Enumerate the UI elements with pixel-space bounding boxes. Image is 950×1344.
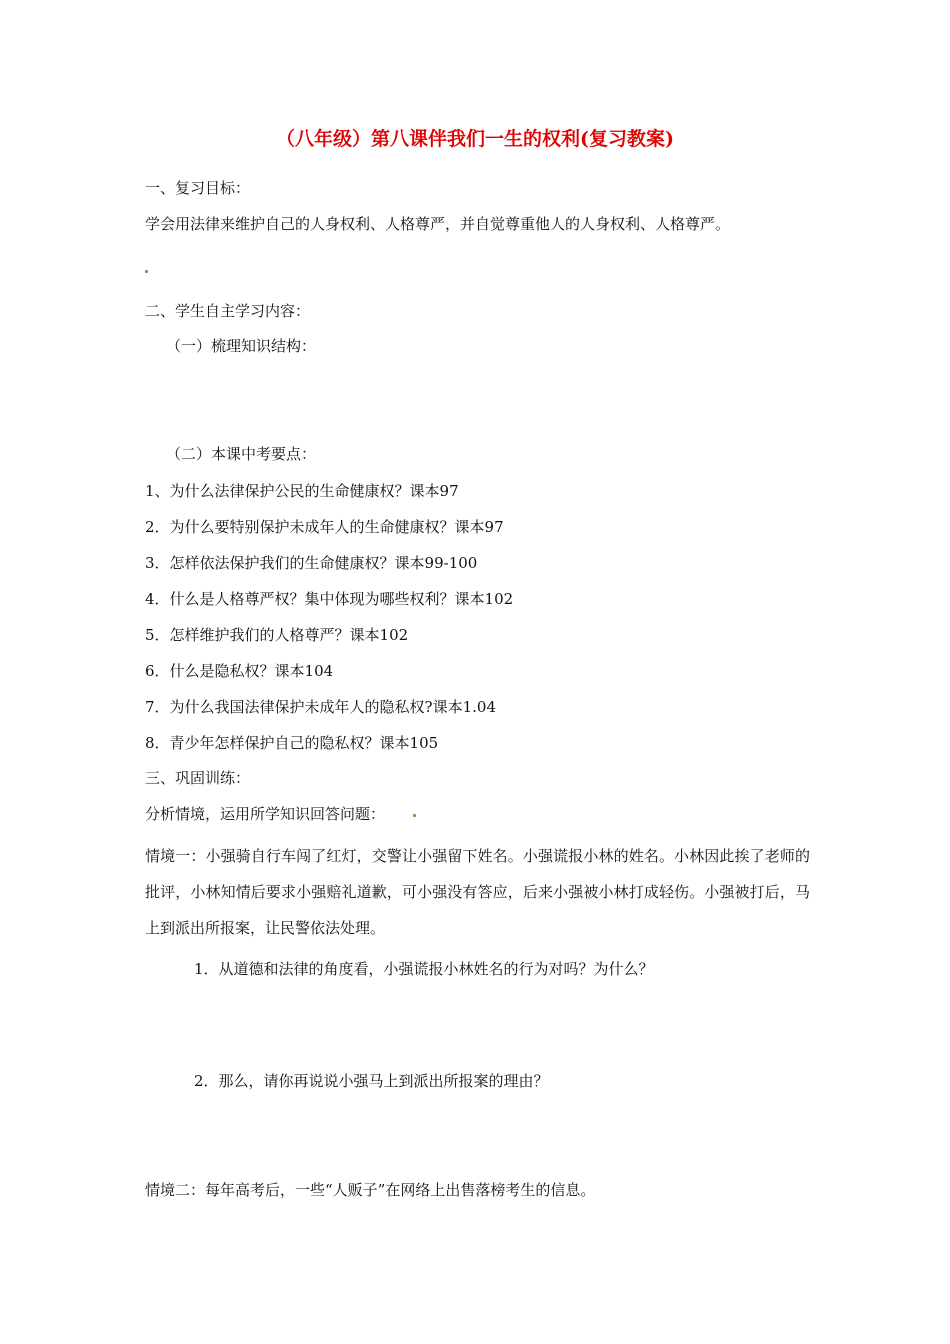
speck-mark	[413, 814, 416, 817]
review-goal-text: 学会用法律来维护自己的人身权利、人格尊严，并自觉尊重他人的人身权利、人格尊严。	[145, 215, 731, 233]
speck-mark	[145, 270, 148, 273]
exam-point-item: 4．什么是人格尊严权？集中体现为哪些权利？课本102	[145, 590, 514, 608]
scenario-one: 情境一：小强骑自行车闯了红灯，交警让小强留下姓名。小强谎报小林的姓名。小林因此挨了老师的批评，小林知情后要求小强赔礼道歉，可小强没有答应，后来小强被小林打成轻伤。小强被打后，马上到派出所报案，让民警依法处理。	[145, 847, 810, 937]
page-title: （八年级）第八课伴我们一生的权利(复习教案)	[276, 128, 674, 150]
review-goal-heading: 一、复习目标：	[145, 179, 251, 197]
exam-point-item: 3．怎样依法保护我们的生命健康权？课本99-100	[145, 554, 478, 572]
exam-point-item: 1、为什么法律保护公民的生命健康权？课本97	[145, 482, 459, 500]
exam-points-heading: （二）本课中考要点：	[166, 445, 317, 463]
exam-point-item: 8．青少年怎样保护自己的隐私权？课本105	[145, 734, 439, 752]
self-study-heading: 二、学生自主学习内容：	[145, 302, 311, 320]
practice-intro: 分析情境，运用所学知识回答问题：	[145, 805, 386, 823]
scenario-two: 情境二：每年高考后，一些“人贩子”在网络上出售落榜考生的信息。	[145, 1181, 596, 1199]
knowledge-structure-heading: （一）梳理知识结构：	[166, 337, 317, 355]
exam-point-item: 5．怎样维护我们的人格尊严？课本102	[145, 626, 409, 644]
exam-point-item: 2．为什么要特别保护未成年人的生命健康权？课本97	[145, 518, 504, 536]
exam-point-item: 7．为什么我国法律保护未成年人的隐私权?课本1.04	[145, 698, 496, 716]
practice-heading: 三、巩固训练：	[145, 769, 251, 787]
exam-point-item: 6．什么是隐私权？课本104	[145, 662, 334, 680]
question-two: 2．那么，请你再说说小强马上到派出所报案的理由？	[194, 1072, 549, 1090]
question-one: 1．从道德和法律的角度看，小强谎报小林姓名的行为对吗？为什么？	[194, 960, 654, 978]
